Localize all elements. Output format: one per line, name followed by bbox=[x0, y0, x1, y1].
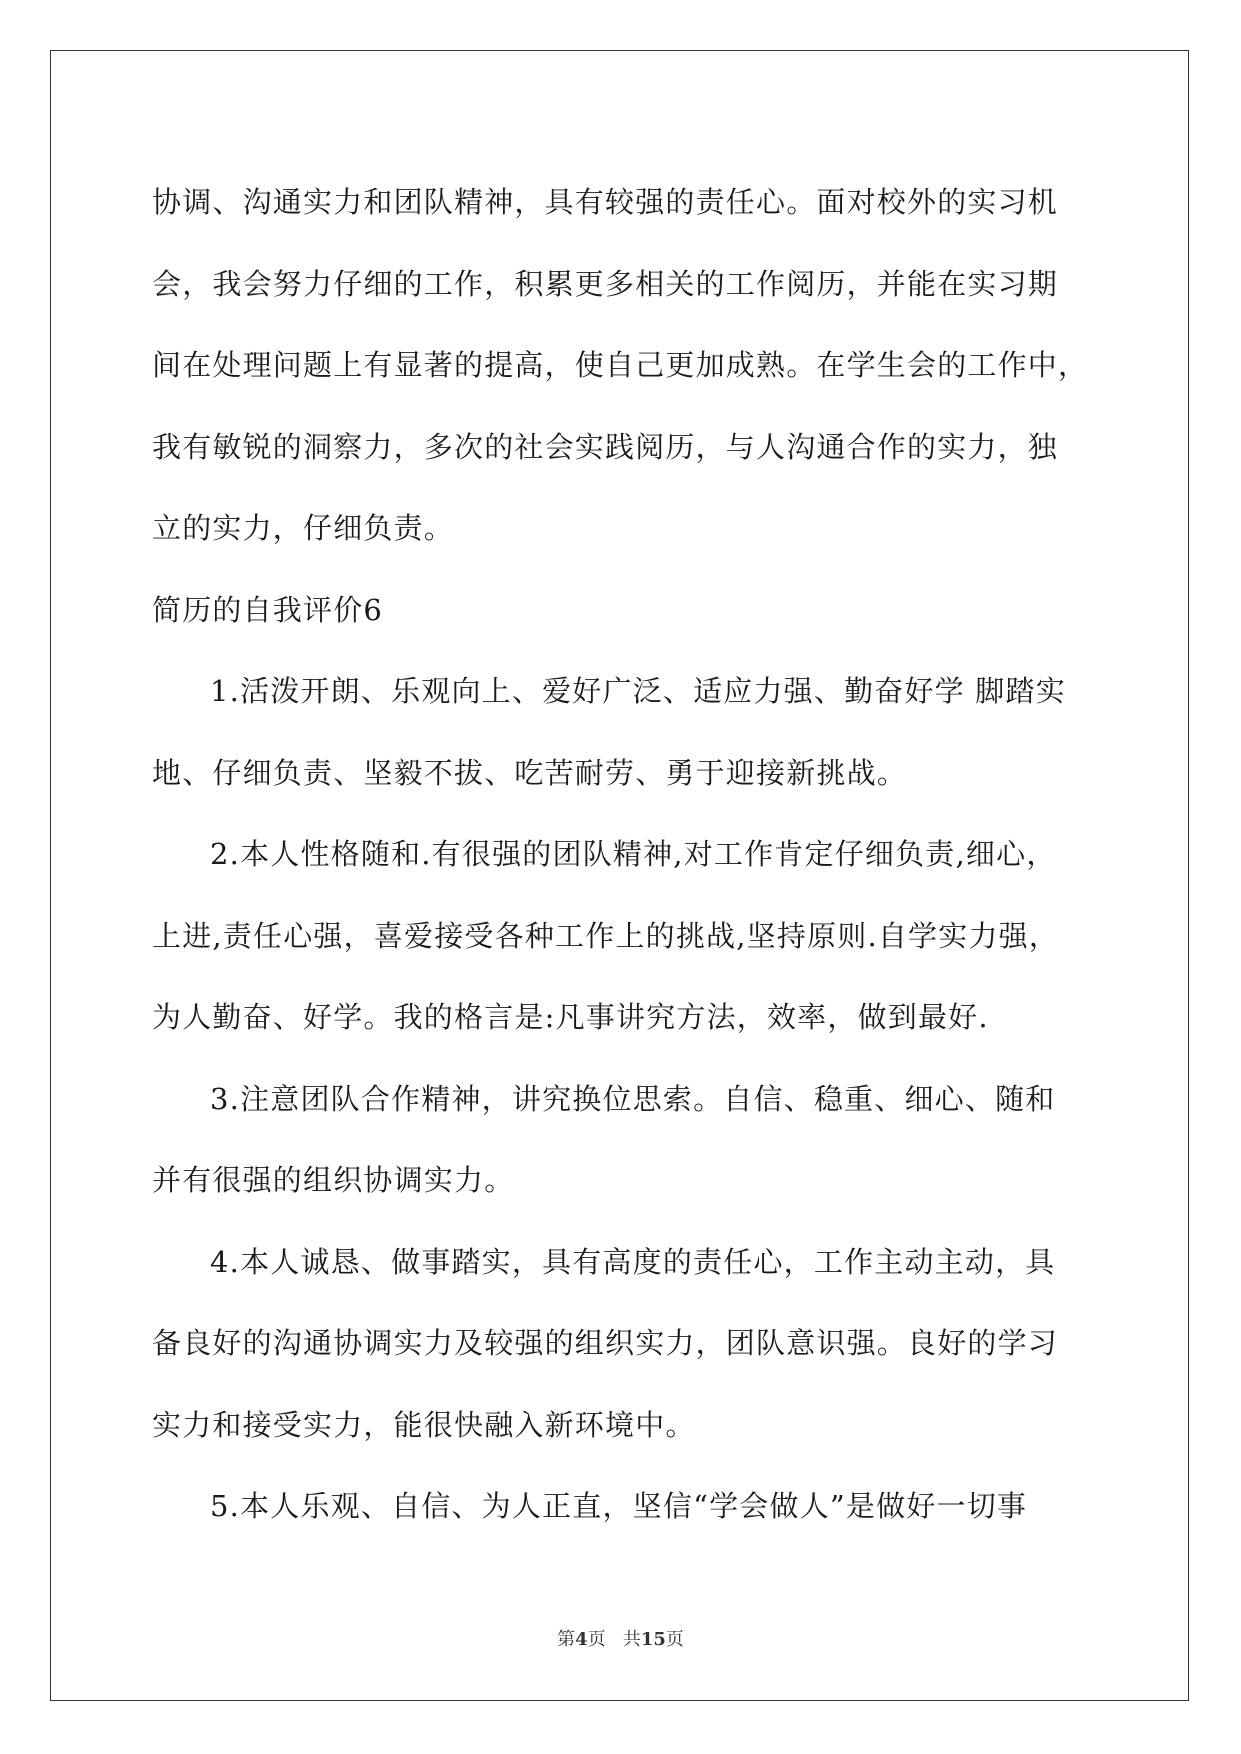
text-line: 地、仔细负责、坚毅不拔、吃苦耐劳、勇于迎接新挑战。 bbox=[152, 755, 908, 790]
text-line: 协调、沟通实力和团队精神，具有较强的责任心。面对校外的实习机 bbox=[152, 185, 1059, 219]
text-line: 会，我会努力仔细的工作，积累更多相关的工作阅历，并能在实习期 bbox=[152, 266, 1059, 301]
text-line: 实力和接受实力，能很快融入新环境中。 bbox=[152, 1407, 696, 1442]
page-footer bbox=[0, 1628, 1241, 1652]
page-prefix: 第 bbox=[557, 1629, 576, 1650]
text-line: 备良好的沟通协调实力及较强的组织实力，团队意识强。良好的学习 bbox=[152, 1326, 1059, 1360]
document-body bbox=[152, 162, 1092, 1548]
total-pages: 15 bbox=[640, 1629, 666, 1650]
text-line: 上进,责任心强，喜爱接受各种工作上的挑战,坚持原则.自学实力强， bbox=[152, 918, 1060, 953]
text-line: 为人勤奋、好学。我的格言是:凡事讲究方法，效率，做到最好. bbox=[152, 1000, 989, 1034]
text-line: 间在处理问题上有显著的提高，使自己更加成熟。在学生会的工作中， bbox=[152, 348, 1089, 382]
page-number: 4 bbox=[575, 1629, 588, 1650]
text-line: 并有很强的组织协调实力。 bbox=[152, 1163, 515, 1197]
total-prefix: 共 bbox=[622, 1629, 641, 1650]
text-line: 3.注意团队合作精神，讲究换位思索。自信、稳重、细心、随和 bbox=[210, 1081, 1056, 1116]
text-line: 我有敏锐的洞察力，多次的社会实践阅历，与人沟通合作的实力，独 bbox=[152, 429, 1059, 464]
text-line: 简历的自我评价6 bbox=[152, 592, 384, 627]
page-suffix: 页 bbox=[587, 1629, 606, 1650]
text-line: 4.本人诚恳、做事踏实，具有高度的责任心，工作主动主动，具 bbox=[210, 1244, 1056, 1279]
text-line: 2.本人性格随和.有很强的团队精神,对工作肯定仔细负责,细心， bbox=[210, 837, 1057, 871]
text-line: 立的实力，仔细负责。 bbox=[152, 511, 455, 545]
text-line: 1.活泼开朗、乐观向上、爱好广泛、适应力强、勤奋好学 脚踏实 bbox=[210, 674, 1066, 708]
text-line: 5.本人乐观、自信、为人正直，坚信“学会做人”是做好一切事 bbox=[210, 1489, 1028, 1523]
total-suffix: 页 bbox=[665, 1629, 684, 1650]
